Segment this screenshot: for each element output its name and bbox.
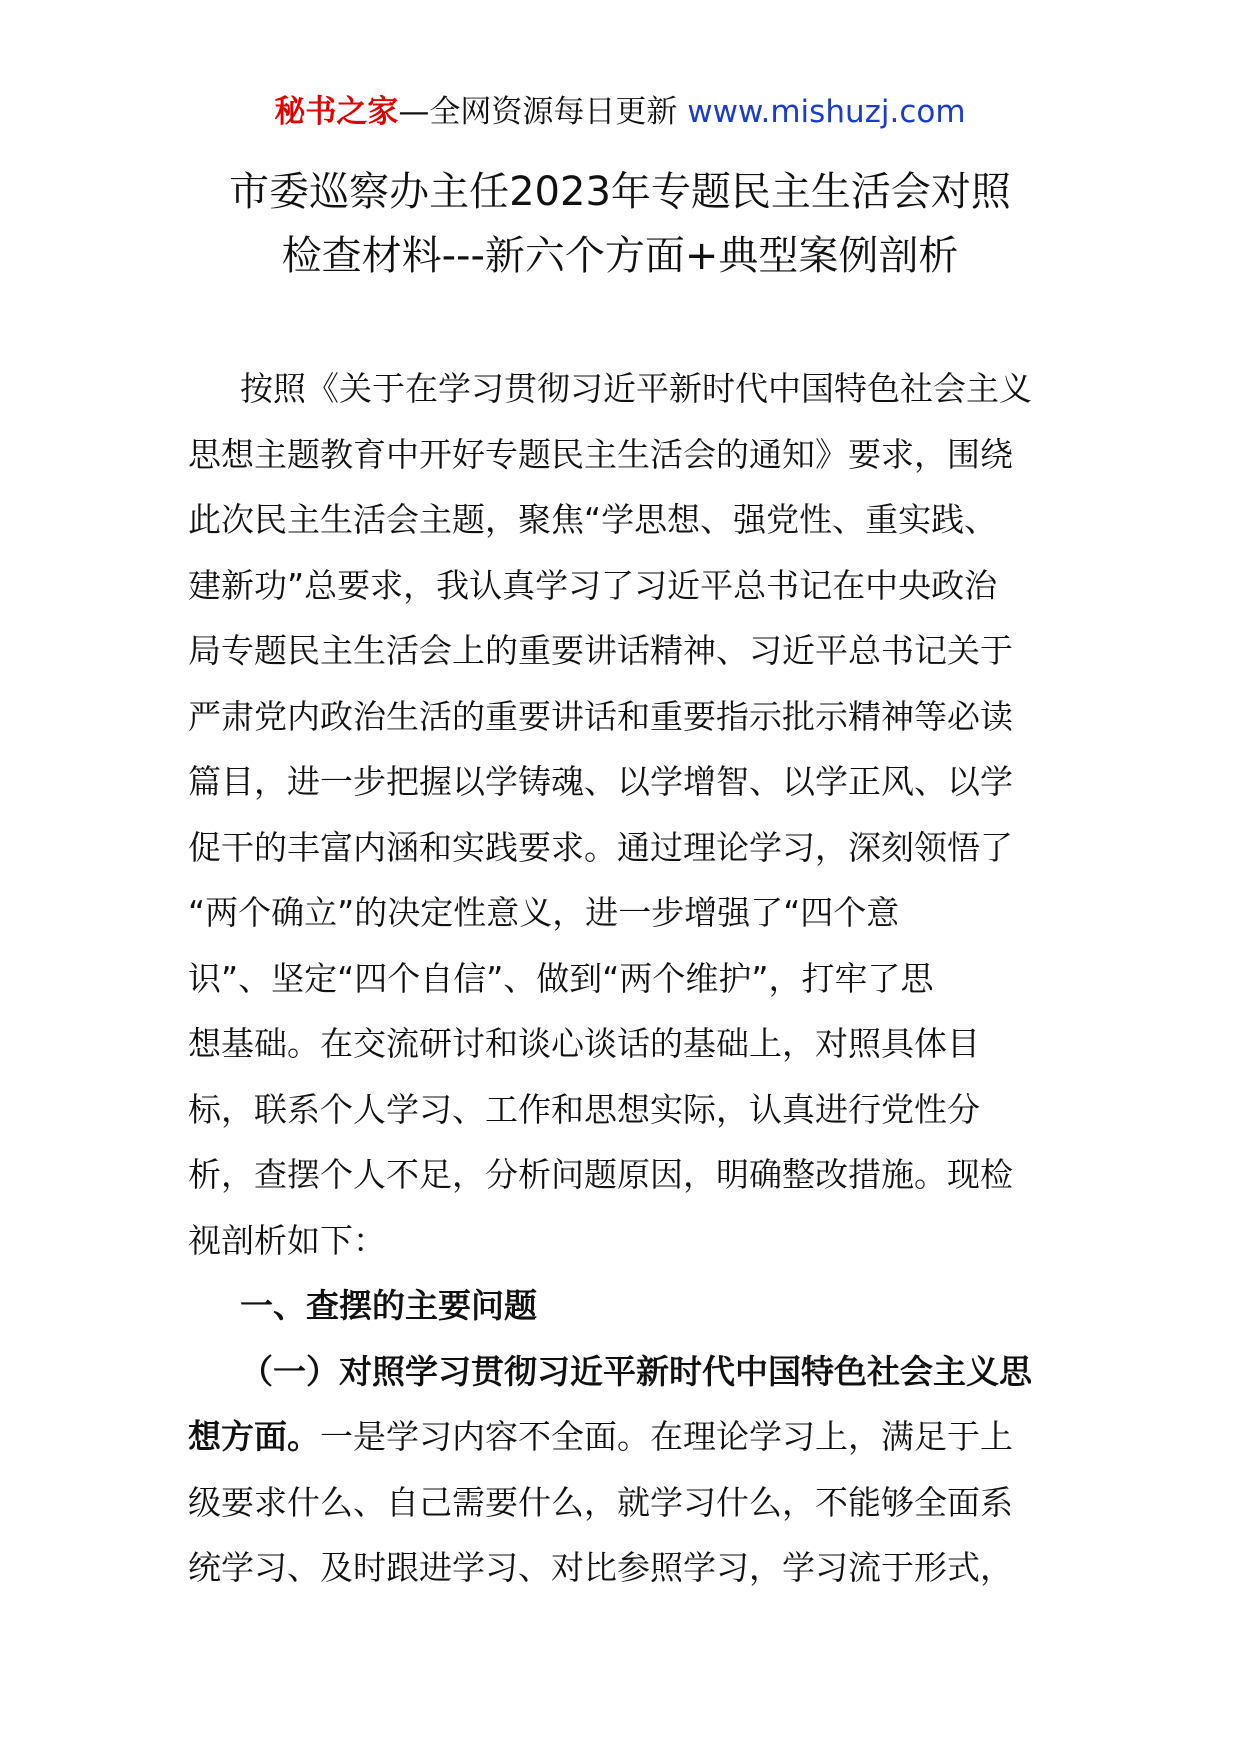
brand-name: 秘书之家 [274, 94, 399, 130]
body-line: 建新功”总要求，我认真学习了习近平总书记在中央政治 [188, 565, 998, 605]
body-line: 级要求什么、自己需要什么，就学习什么，不能够全面系 [188, 1482, 1013, 1522]
body-line [188, 1404, 1048, 1470]
site-url-link[interactable]: www.mishuzj.com [687, 94, 966, 130]
section-heading: 一、查摆的主要问题 [240, 1286, 537, 1325]
body-line: 促干的丰富内涵和实践要求。通过理论学习，深刻领悟了 [188, 827, 1013, 867]
subsection-heading-end: 想方面。 [188, 1417, 320, 1456]
body-line: 思想主题教育中开好专题民主生活会的通知》要求，围绕 [188, 434, 1013, 474]
body-line: 析，查摆个人不足，分析问题原因，明确整改措施。现检 [188, 1155, 1013, 1194]
subsection-text: 一是学习内容不全面。在理论学习上，满足于上 [320, 1417, 1013, 1456]
site-header [0, 92, 1240, 132]
body-line: 按照《关于在学习贯彻习近平新时代中国特色社会主义 [240, 369, 1032, 408]
body-line: 标，联系个人学习、工作和思想实际，认真进行党性分 [188, 1089, 980, 1129]
title-line-2: 检查材料---新六个方面+典型案例剖析 [281, 233, 959, 279]
body-line: 识”、坚定“四个自信”、做到“两个维护”，打牢了思 [188, 958, 934, 998]
document-title [0, 160, 1240, 288]
body-line: 局专题民主生活会上的重要讲话精神、习近平总书记关于 [188, 631, 1013, 670]
header-tagline: —全网资源每日更新 [398, 94, 688, 130]
body-line: 严肃党内政治生活的重要讲话和重要指示批示精神等必读 [188, 696, 1013, 736]
body-line: “两个确立”的决定性意义，进一步增强了“四个意 [188, 893, 900, 932]
title-line-1: 市委巡察办主任2023年专题民主生活会对照 [229, 169, 1011, 215]
document-body [188, 356, 1048, 1601]
body-line: 视剖析如下： [188, 1220, 386, 1260]
subsection-heading: （一）对照学习贯彻习近平新时代中国特色社会主义思 [240, 1351, 1032, 1391]
body-line: 想基础。在交流研讨和谈心谈话的基础上，对照具体目 [188, 1024, 980, 1063]
body-line: 此次民主生活会主题，聚焦“学思想、强党性、重实践、 [188, 500, 998, 539]
body-line: 篇目，进一步把握以学铸魂、以学增智、以学正风、以学 [188, 762, 1013, 801]
body-line: 统学习、及时跟进学习、对比参照学习，学习流于形式， [188, 1548, 1013, 1587]
